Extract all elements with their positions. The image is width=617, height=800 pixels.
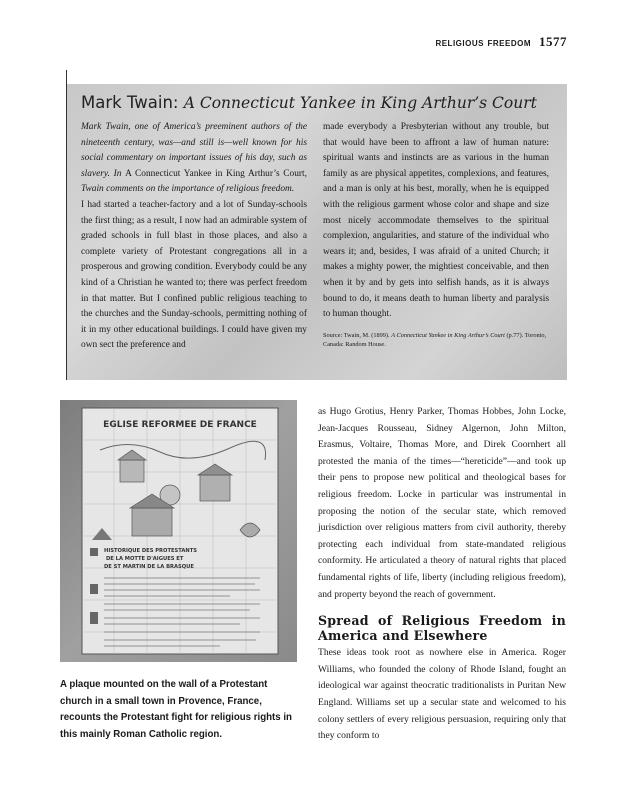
main-column [318, 404, 566, 745]
page-number: 1577 [539, 34, 567, 49]
sidebar-box [67, 84, 567, 380]
main-paragraph-1: as Hugo Grotius, Henry Parker, Thomas Hobbes, John Locke, Jean-Jacques Rousseau, Sidney Algernon, John Milton, Erasmus, Voltaire, Thomas More, and Direk Coornhert all protested the mania of the times—“hereticide”—and took up their pens to propose new political and theological bases for religious freedom. Locke in particular was instrumental in proposing the notion of the secular state, which removed jurisdiction over religious matters from civil authority, thereby protecting each individual from state-mandated religious conformity. He articulated a theory of natural rights that placed fundamental rights of life, liberty (including religious freedom), and property beyond the reach of government. [318, 406, 566, 600]
sidebar-column-right [323, 120, 549, 354]
sidebar-title [81, 93, 555, 112]
sidebar-columns [81, 120, 555, 354]
main-paragraph-2: These ideas took root as nowhere else in America. Roger Williams, who founded the colony of Rhode Island, fought an ideological war against theocratic traditionalists in Puritan New England. Williams set up a secular state and welcomed to his colony settlers of every religious persuasion, requiring only that they conform to [318, 647, 566, 742]
photo-caption: A plaque mounted on the wall of a Protestant church in a small town in Provence, France, recounts the Protestant fight for religious rights in this mainly Roman Catholic region. [60, 679, 292, 740]
sidebar-quote-part2: made everybody a Presbyterian without any trouble, but that would have been to affront a law of human nature: spiritual wants and instincts are as various in the human family as are physical appetites, complexions, and features, and a man is only at his best, morally, when he is equipped with the religious garment whose color and shape and size most nicely accommodate themselves to the spiritual complexion, angularities, and stature of the individual who wears it; and, besides, I was afraid of a united Church; it makes a mighty power, the mightiest conceivable, and then when it by and by gets into selfish hands, as it is always bound to do, it means death to human liberty and paralysis to human thought. [323, 122, 549, 320]
running-head-section: religious freedom [435, 37, 531, 49]
running-head [435, 34, 567, 50]
sidebar-intro: Mark Twain, one of America’s preeminent authors of the nineteenth century, was—and still is—well known for his social commentary on important issues of his day, such as slavery. In A Connecticut Yankee in King Arthur’s Court, Twain comments on the importance of religious freedom. [81, 122, 307, 195]
sidebar-title-author: Mark Twain: [81, 93, 179, 112]
section-heading: Spread of Religious Freedom in America and Elsewhere [318, 613, 566, 644]
plaque-subtitle-1: HISTORIQUE DES PROTESTANTS [104, 548, 198, 554]
plaque-subtitle-3: DE ST MARTIN DE LA BRASQUE [104, 564, 194, 570]
sidebar-title-work: A Connecticut Yankee in King Arthur’s Court [183, 94, 537, 112]
sidebar-quote-part1: I had started a teacher-factory and a lot of Sunday-schools the first thing; as a result, I now had an admirable system of graded schools in full blast in those places, and also a complete variety of Protestant congregations all in a prosperous and growing condition. Everybody could be any kind of a Christian he wanted to; there was perfect freedom in that matter. But I confined public religious teaching to the churches and the Sunday-schools, permitting nothing of it in my other educational buildings. I could have given my own sect the preference and [81, 199, 307, 351]
plaque-photo [60, 400, 297, 662]
plaque-heading: EGLISE REFORMEE DE FRANCE [103, 420, 257, 430]
plaque-illustration [60, 400, 297, 662]
sidebar-source: Source: Twain, M. (1899). A Connecticut Yankee in King Arthur’s Court (p.77). Toronto, Canada: Random House. [323, 331, 547, 348]
plaque-subtitle-2: DE LA MOTTE D'AIGUES ET [106, 556, 184, 562]
sidebar-column-left [81, 120, 307, 354]
